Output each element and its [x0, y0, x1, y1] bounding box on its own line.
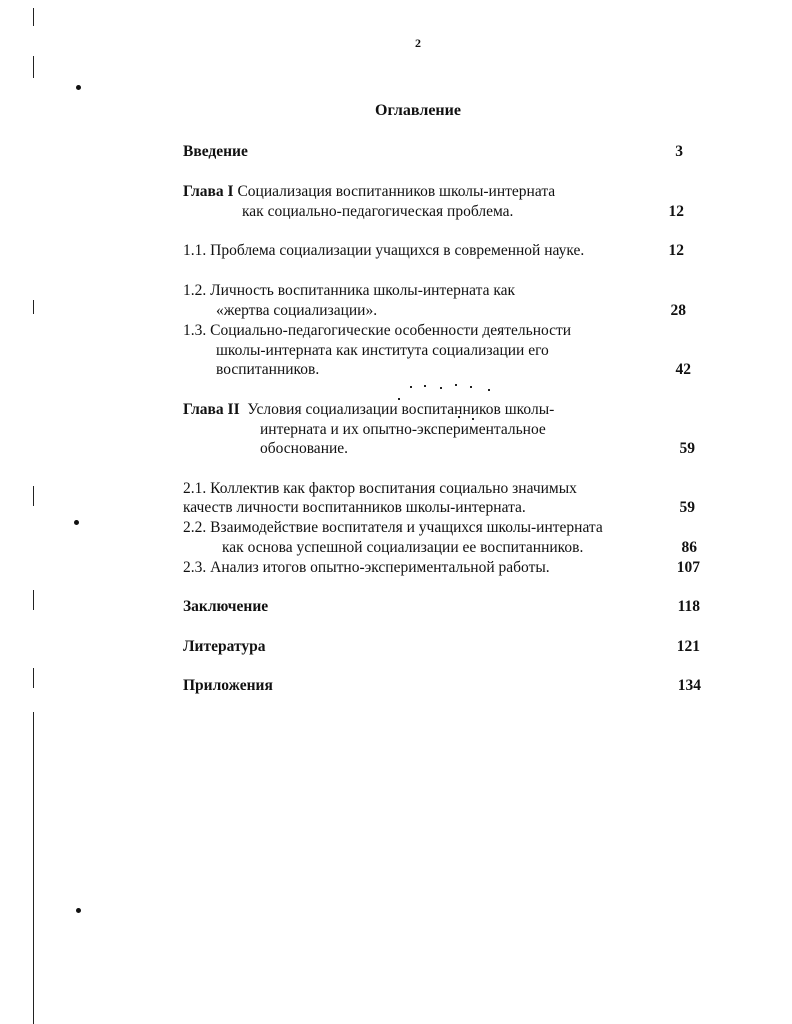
toc-2-3: 2.3. Анализ итогов опытно-экспериментальной работы. — [183, 559, 550, 576]
toc-1-2-line1: 1.2. Личность воспитанника школы-интерната как — [183, 282, 516, 299]
toc-literature-label: Литература — [183, 638, 266, 655]
toc-chapter2-prefix: Глава II — [183, 401, 240, 418]
scan-speck — [424, 385, 426, 387]
toc-chapter1-line1 — [183, 182, 555, 202]
toc-conclusion-label: Заключение — [183, 598, 269, 615]
toc-chapter2-title: Условия социализации воспитанников школы- — [239, 401, 555, 418]
toc-chapter1-line2: как социально-педагогическая проблема. — [242, 203, 514, 220]
scan-speck — [440, 387, 442, 389]
toc-chapter1-title: Социализация воспитанников школы-интерната — [233, 183, 556, 200]
toc-2-1-page: 59 — [679, 499, 695, 516]
toc-2-2-line2: как основа успешной социализации ее воспитанников. — [222, 539, 584, 556]
scan-speck — [488, 389, 490, 391]
toc-appendices-label: Приложения — [183, 677, 273, 694]
margin-line — [33, 590, 34, 610]
toc-chapter2-line3: обоснование. — [260, 440, 349, 457]
toc-appendices-page: 134 — [677, 677, 701, 694]
punch-dot — [76, 85, 81, 90]
toc-2-3-page: 107 — [676, 559, 700, 576]
scan-speck — [410, 386, 412, 388]
toc-1-2-line2: «жертва социализации». — [216, 302, 378, 319]
toc-chapter1-prefix: Глава I — [183, 183, 234, 200]
toc-1-3-page: 42 — [675, 361, 691, 378]
toc-chapter2-line2: интерната и их опытно-экспериментальное — [260, 421, 546, 438]
toc-2-2-page: 86 — [681, 539, 697, 556]
page-title: Оглавление — [375, 102, 461, 119]
toc-2-2-line1: 2.2. Взаимодействие воспитателя и учащихся школы-интерната — [183, 519, 603, 536]
toc-1-3-line3: воспитанников. — [216, 361, 320, 378]
toc-literature-page: 121 — [676, 638, 700, 655]
toc-1-2-page: 28 — [670, 302, 686, 319]
toc-intro-page: 3 — [675, 143, 683, 160]
margin-line — [33, 56, 34, 78]
scan-speck — [455, 384, 457, 386]
toc-chapter1-page: 12 — [668, 203, 684, 220]
toc-conclusion-page: 118 — [677, 598, 700, 615]
toc-1-3-line1: 1.3. Социально-педагогические особенности деятельности — [183, 322, 572, 339]
toc-1-1-page: 12 — [668, 242, 684, 259]
toc-intro-label: Введение — [183, 143, 248, 160]
margin-line — [33, 668, 34, 688]
margin-line — [33, 486, 34, 506]
toc-chapter2-line1 — [183, 400, 554, 420]
page-number: 2 — [415, 36, 421, 50]
toc-1-1: 1.1. Проблема социализации учащихся в современной науке. — [183, 242, 585, 259]
punch-dot — [74, 520, 79, 525]
margin-line — [33, 712, 34, 1024]
toc-chapter2-page: 59 — [679, 440, 695, 457]
scan-speck — [470, 386, 472, 388]
toc-1-3-line2: школы-интерната как института социализации его — [216, 342, 549, 359]
margin-line — [33, 300, 34, 314]
toc-2-1-line1: 2.1. Коллектив как фактор воспитания социально значимых — [183, 480, 577, 497]
margin-line — [33, 8, 34, 26]
toc-2-1-line2: качеств личности воспитанников школы-интерната. — [183, 499, 526, 516]
punch-dot — [76, 908, 81, 913]
